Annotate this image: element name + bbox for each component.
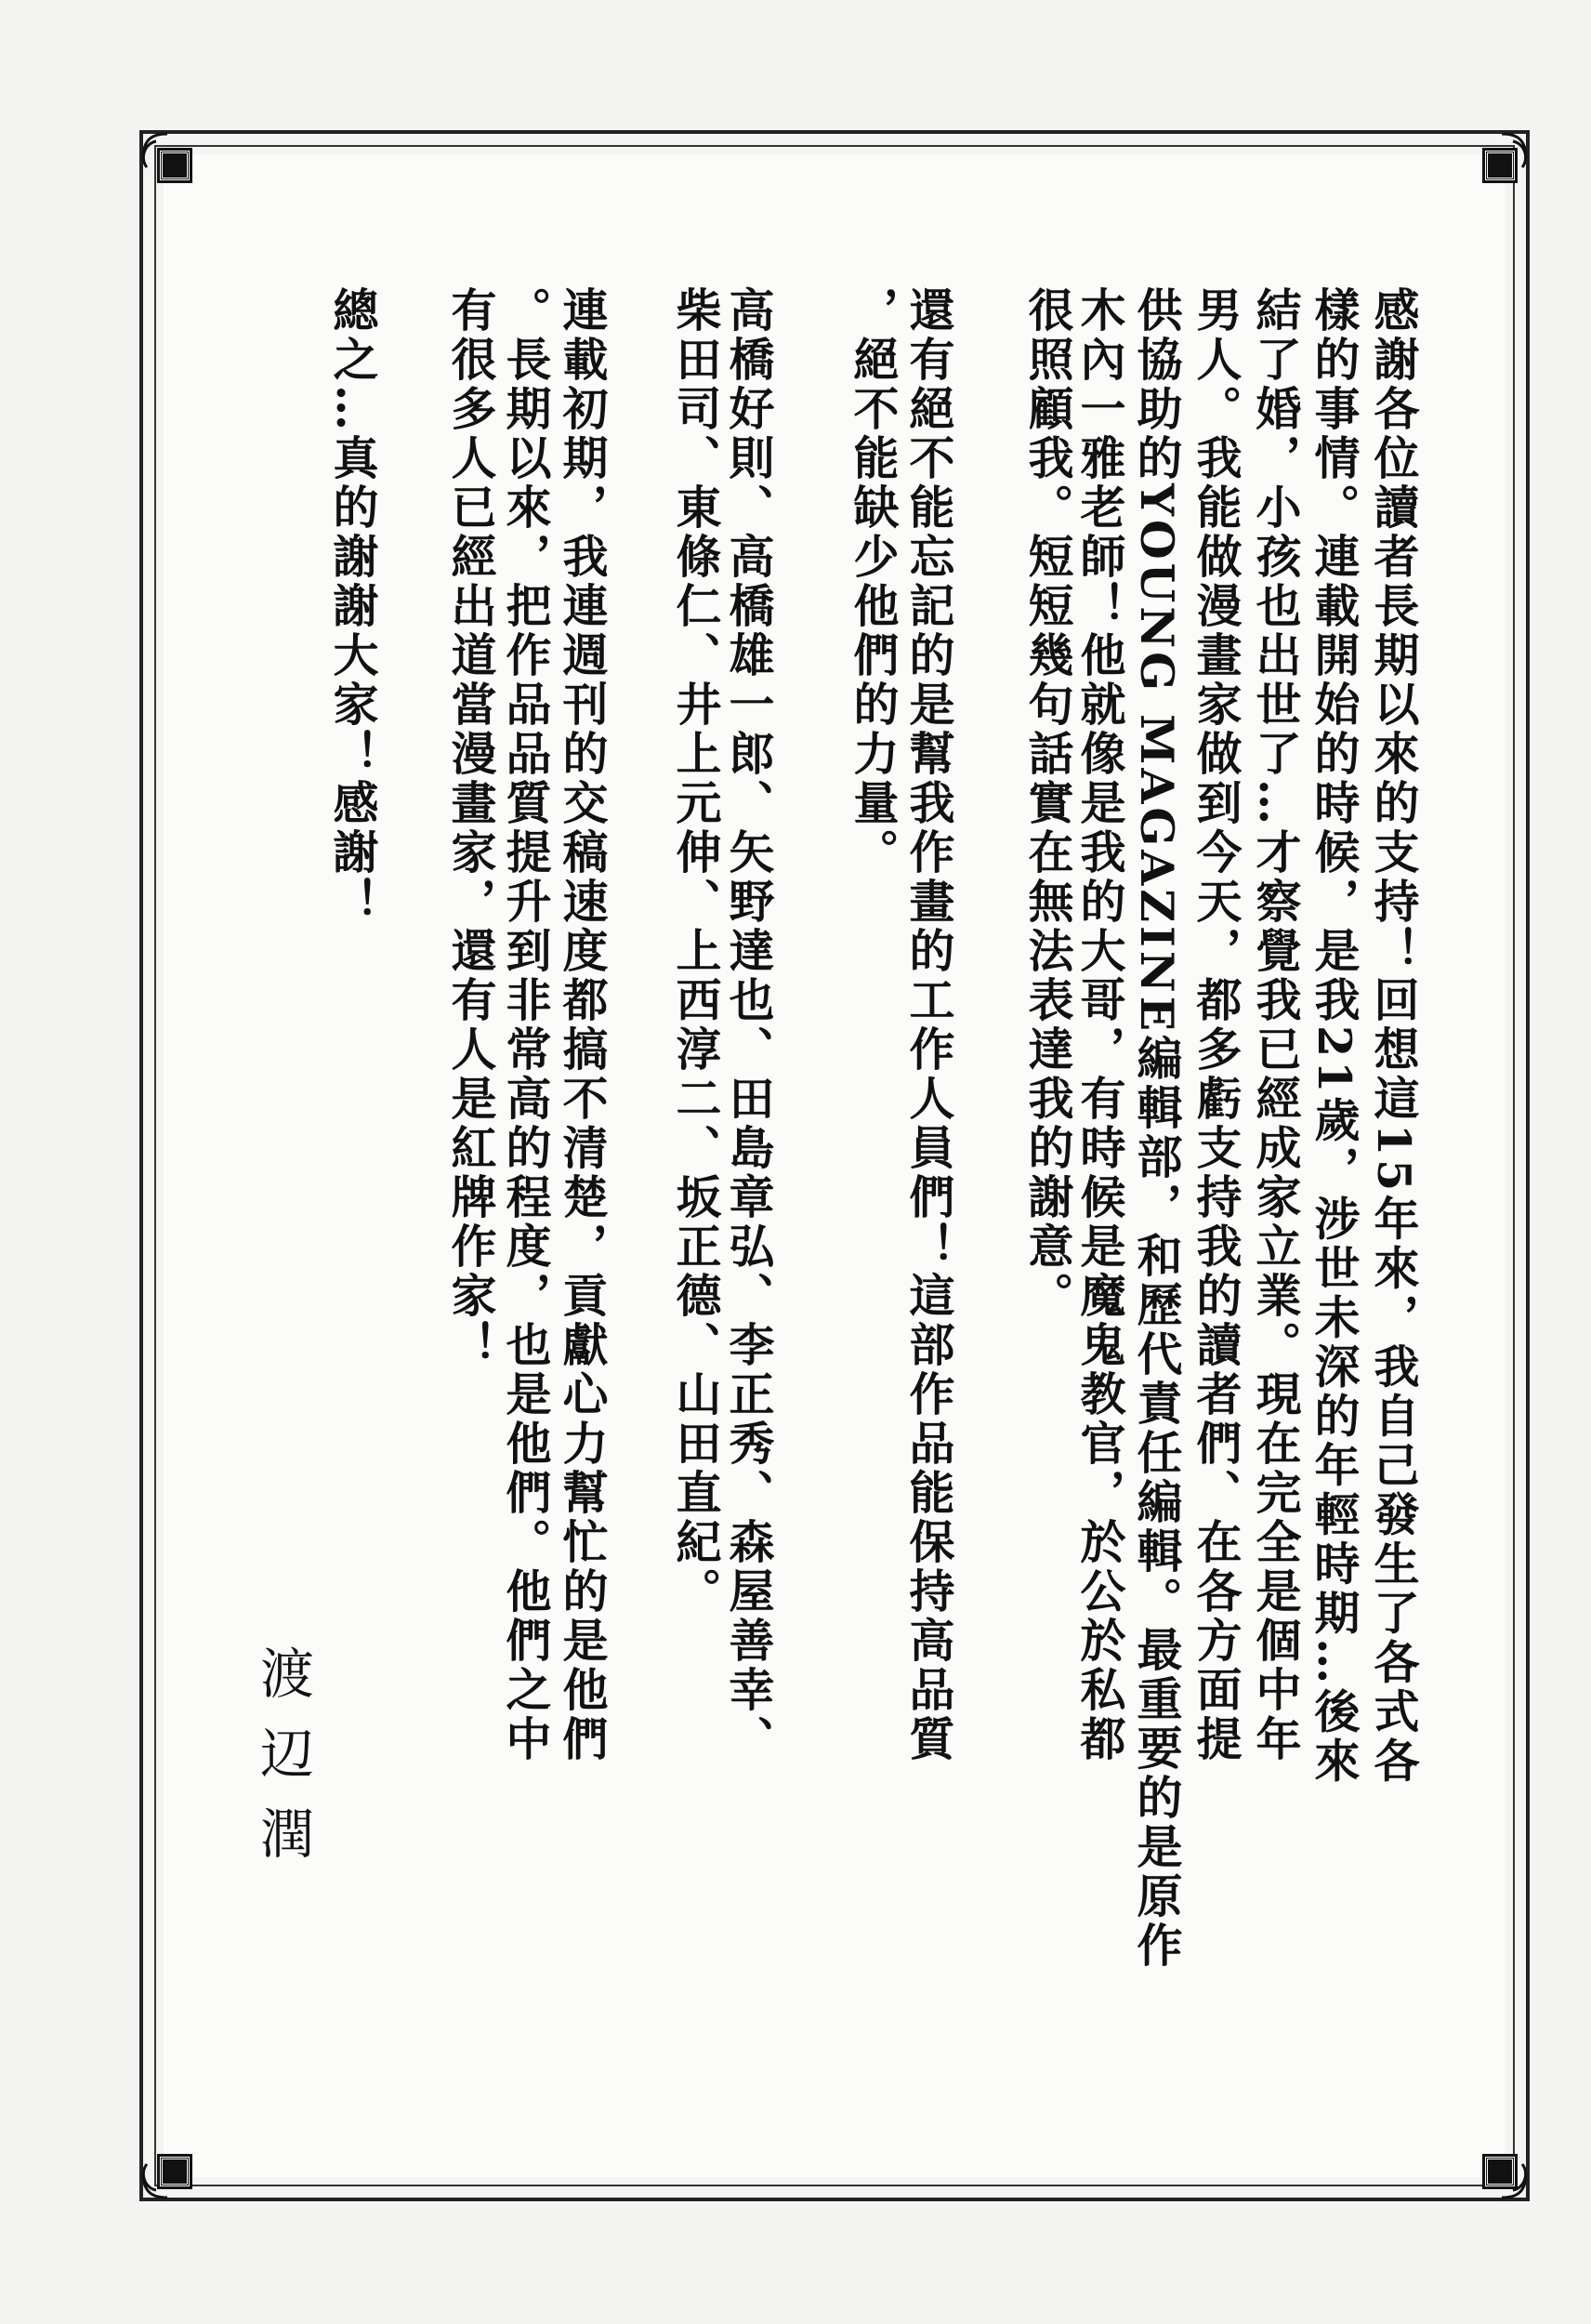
letter-line: 連載初期，我連週刊的交稿速度都搞不清楚，貢獻心力幫忙的是他們 [556, 286, 610, 1764]
letter-line: 很照顧我。短短幾句話實在無法表達我的謝意。 [1021, 286, 1075, 1321]
letter-line: ，絕不能缺少他們的力量。 [847, 286, 901, 878]
letter-line: 還有絕不能忘記的是幫我作畫的工作人員們！這部作品能保持高品質 [902, 286, 956, 1764]
letter-line: 總之…真的謝謝大家！感謝！ [326, 286, 380, 927]
letter-line: 樣的事情。連載開始的時候，是我21歲，涉世未深的年輕時期…後來 [1308, 286, 1361, 1787]
letter-line: 結了婚，小孩也出世了…才察覺我已經成家立業。現在完全是個中年 [1249, 286, 1303, 1764]
letter-line: 木內一雅老師！他就像是我的大哥，有時候是魔鬼教官，於公於私都 [1073, 286, 1127, 1764]
letter-line: 高橋好則、高橋雄一郎、矢野達也、田島章弘、李正秀、森屋善幸、 [722, 286, 776, 1764]
corner-ornament-icon [139, 130, 204, 195]
corner-ornament-icon [139, 2136, 204, 2201]
corner-ornament-icon [1465, 130, 1530, 195]
corner-ornament-icon [1465, 2136, 1530, 2201]
letter-line: 有很多人已經出道當漫畫家，還有人是紅牌作家！ [444, 286, 498, 1370]
letter-line: 男人。我能做漫畫家做到今天，都多虧支持我的讀者們、在各方面提 [1190, 286, 1243, 1764]
letter-line: 。長期以來，把作品品質提升到非常高的程度，也是他們。他們之中 [499, 286, 553, 1764]
letter-line: 柴田司、東條仁、井上元伸、上西淳二、坂正德、山田直紀。 [669, 286, 723, 1617]
author-signature: 渡辺潤 [251, 1645, 314, 1885]
letter-line: 感謝各位讀者長期以來的支持！回想這15年來，我自己發生了各式各 [1367, 286, 1421, 1787]
letter-line: 供協助的YOUNG MAGAZINE編輯部，和歷代責任編輯。最重要的是原作 [1130, 286, 1184, 1972]
